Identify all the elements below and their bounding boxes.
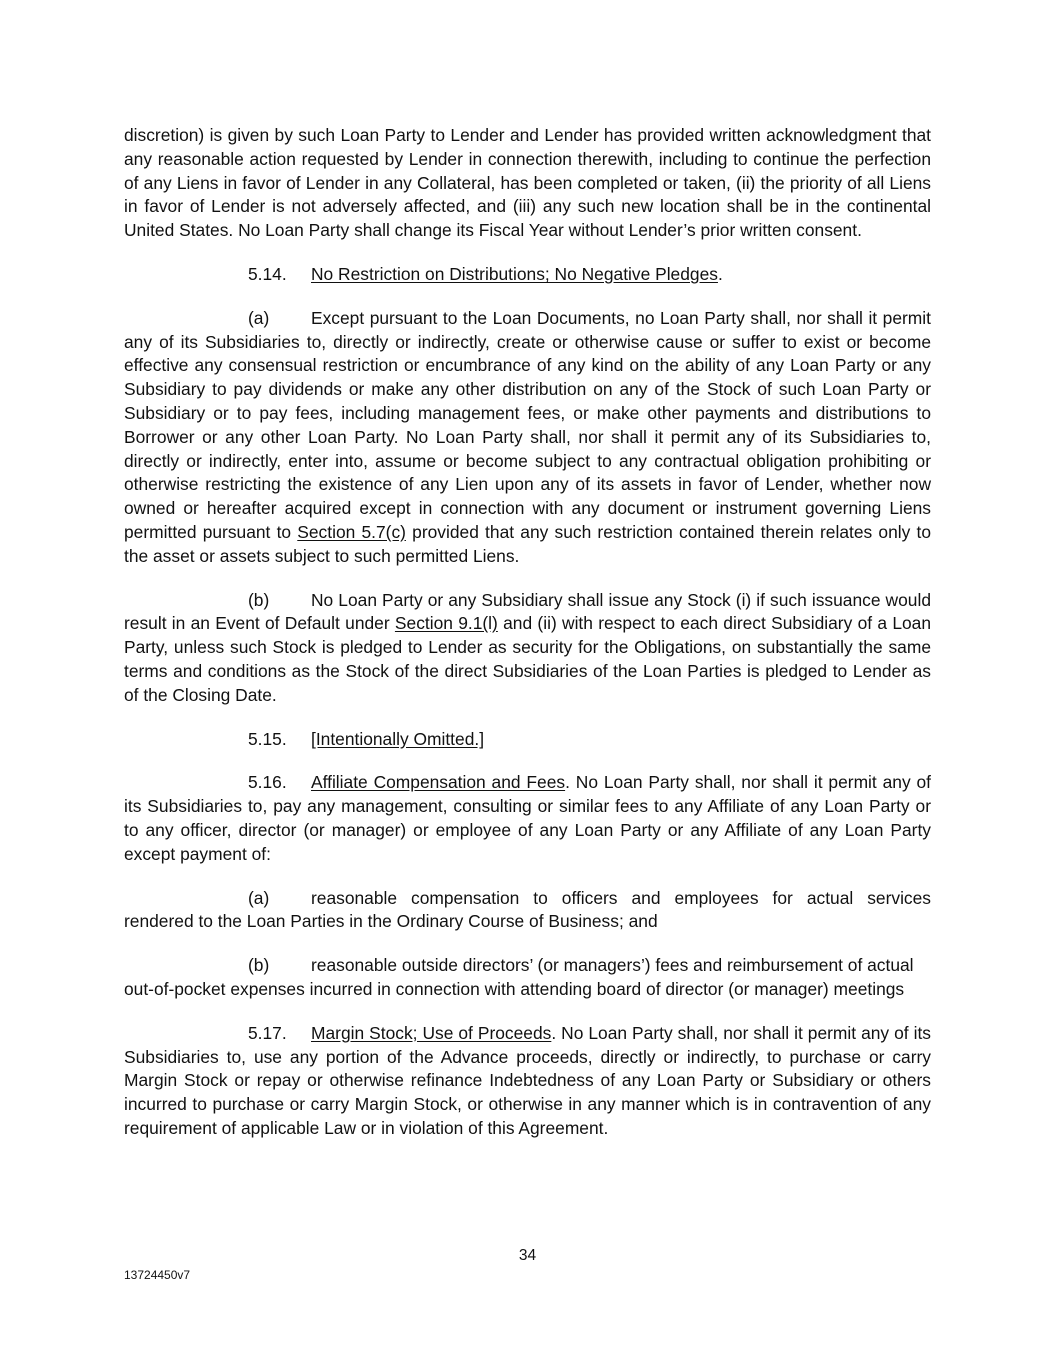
subsection-text: reasonable outside directors’ (or managers’) fees and reimbursement of actual out-of-pocket expenses incurred in connection with attending board of director (or manager) meetings (124, 955, 914, 999)
document-id: 13724450v7 (124, 1268, 191, 1282)
subsection-text: and (ii) with respect to each direct Subsidiary of a Loan Party, unless such Stock is pledged to Lender as security for the Obligations, on substantially the same terms and conditions as the Stock of the direct Subsidiaries of the Loan Parties is pledged to Lender as of the Closing Date. (124, 613, 932, 705)
section-number: 5.17. (248, 1022, 287, 1043)
section-title: Margin Stock; Use of Proceeds (311, 1022, 552, 1043)
paragraph-continuation: discretion) is given by such Loan Party to Lender and Lender has provided written acknowledgment that any reasonable action requested by Lender in connection therewith, including to continue the perfection of any Liens in favor of Lender in any Collateral, has been completed or taken, (ii) the priority of all Liens in favor of Lender is not adversely affected, and (iii) any such new location shall be in the continental United States. No Loan Party shall change its Fiscal Year without Lender’s prior written consent. (124, 125, 931, 241)
subsection-text: Except pursuant to the Loan Documents, no Loan Party shall, nor shall it permit any of its Subsidiaries to, directly or indirectly, create or otherwise cause or suffer to exist or become effective any consensual restriction or encumbrance of any kind on the ability of any Loan Party or any Subsidiary to pay dividends or make any other distribution on any of the Stock of such Loan Party or Subsidiary or to pay fees, including management fees, or make other payments and distributions to Borrower or any other Loan Party. No Loan Party shall, nor shall it permit any of its Subsidiaries to, directly or indirectly, enter into, assume or become subject to any contractual obligation prohibiting or otherwise restricting the existence of any Lien upon any of its assets in favor of Lender, whether now owned or hereafter acquired except in connection with any document or instrument governing Liens permitted pursuant to (124, 307, 931, 542)
section-title: [Intentionally Omitted.] (311, 728, 485, 749)
page-number: 34 (518, 1247, 537, 1264)
subsection-text: provided that any such restriction contained therein relates only to the asset or assets subject to such permitted Liens. (124, 521, 932, 566)
subsection-label: (b) (248, 955, 270, 976)
subsection-text: reasonable compensation to officers and employees for actual services rendered to the Loan Parties in the Ordinary Course of Business; and (124, 887, 931, 932)
section-number: 5.14. (248, 263, 287, 284)
section-5-16 (124, 771, 931, 866)
subsection-label: (a) (248, 887, 270, 908)
cross-reference-9-1-l: Section 9.1(l) (394, 613, 498, 634)
subsection-label: (b) (248, 589, 270, 610)
section-5-14-a (124, 307, 931, 569)
section-title: Affiliate Compensation and Fees (311, 772, 566, 793)
section-title: No Restriction on Distributions; No Negative Pledges (311, 263, 718, 284)
section-5-17 (124, 1022, 931, 1141)
section-5-16-b (124, 954, 931, 1002)
section-title-period: . (717, 263, 723, 284)
document-body (124, 124, 931, 1161)
section-number: 5.15. (248, 728, 287, 749)
section-text: . No Loan Party shall, nor shall it permit any of its Subsidiaries to, pay any management, consulting or similar fees to any Affiliate of any Loan Party or to any officer, director (or manager) or employee of any Loan Party or any Affiliate of any Loan Party except payment of: (124, 772, 931, 864)
section-5-14-b (124, 589, 931, 708)
section-5-16-a (124, 887, 931, 935)
section-number: 5.16. (248, 772, 287, 793)
cross-reference-5-7-c: Section 5.7(c) (297, 521, 406, 542)
subsection-text: No Loan Party or any Subsidiary shall issue any Stock (i) if such issuance would result in an Event of Default under (124, 589, 931, 634)
subsection-label: (a) (248, 307, 270, 328)
section-text: . No Loan Party shall, nor shall it permit any of its Subsidiaries to, use any portion of the Advance proceeds, directly or indirectly, to purchase or carry Margin Stock or repay or otherwise refinance Indebtedness of any Loan Party or Subsidiary or others incurred to purchase or carry Margin Stock, or otherwise in any manner which is in contravention of any requirement of applicable Law or in violation of this Agreement. (124, 1022, 931, 1138)
section-5-15-heading (248, 728, 931, 752)
section-5-14-heading (248, 263, 931, 287)
